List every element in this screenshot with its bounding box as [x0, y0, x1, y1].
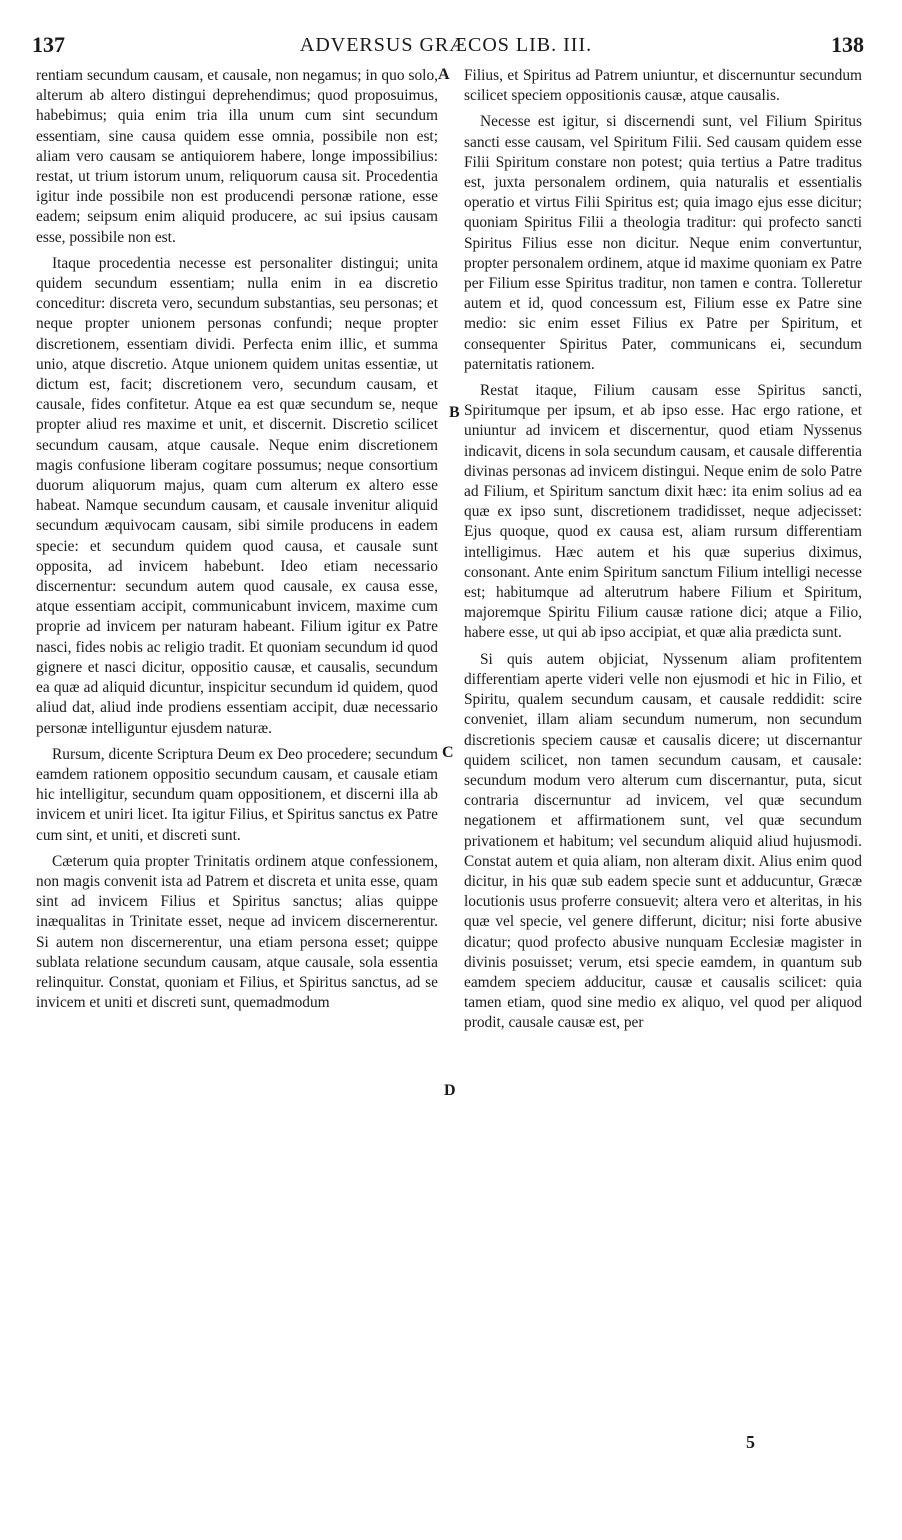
margin-letter-b: B — [449, 404, 460, 421]
page-number-left: 137 — [32, 32, 65, 57]
left-column — [36, 66, 438, 1013]
paragraph: Restat itaque, Filium causam esse Spiritus sancti, Spiritumque per ipsum, et ab ipso esse. Hac ergo ratione, et uniuntur ad invicem et discernentur, quod etiam Nyssenus indicavit, dicens in sola secundum causam, et causale differentia divinas personas ad invicem distingui. Neque enim de solo Patre ad Filium, et Spiritum sanctum dixit hæc: ita enim solius ad ea quæ ex ipso sunt, discretionem tradidisset, neque adjecisset: Ejus quoque, quod ex causa est, aliam rursum differentiam intelligimus. Hæc autem et his quæ superius diximus, consonant. Ante enim Spiritum sanctum Filium intelligi necesse est; habitumque ad alterutrum habere Filium et Spiritum, majoremque Spiritu Filium causæ ratione dici; atque a Filio, habere esse, ut qui ab ipso accipiat, et quæ alia prædicta sunt. — [464, 382, 862, 642]
paragraph: Itaque procedentia necesse est personaliter distingui; unita quidem secundum essentiam; nulla enim in ea discretio conceditur: discreta vero, secundum substantias, seu personas; et neque propter unionem personas confundi; neque propter discretionem, essentiam dividi. Perfecta enim illic, et summa unio, atque discretio. Atque unionem quidem unitas essentiæ, ut dictum est, facit; discretionem vero, secundum causam, et causale, fides confitetur. Atque ea est quæ secundum se, neque propter aliud res maxime et unit, et discernit. Discretio scilicet secundum causam, atque causale. Neque enim discretionem magis confusione liberam cogitare possumus; neque consortium duorum aliquorum majus, quam cum alterum ex altero esse habeat. Namque secundum causam, et causale invenitur aliquid secundum æquivocam causam, sibi simile producens in eadem specie: et secundum quidem quod causa, et causale sunt opposita, ad invicem habebunt. Ideo etiam necessario discernentur: secundum autem quod causale, ex causa esse, atque essentiam accipit, communicabunt invicem, maxime cum proprie ad invicem per naturam habeant. Filium igitur ex Patre nasci, fides nobis ac religio tradit. Et quoniam secundum id quod gignere et nasci dicitur, oppositio causæ, et causalis, secundum ea quæ ad aliquid dicuntur, inspicitur secundum id quidem, quod aliud dat, aliud inde prodiens essentiam accipit, duæ necessario personæ intelliguntur ejusdem naturæ. — [36, 254, 438, 737]
paragraph: Necesse est igitur, si discernendi sunt, vel Filium Spiritus sancti esse causam, vel Spiritum Filii. Sed causam quidem esse Filii Spiritum constare non potest; quia tertius a Patre traditus est, juxta personalem ordinem, quia naturalis et essentialis operatio et virtus Filii Spiritus est; quia imago ejus esse dicitur; quoniam Spiritus Filii a theologia traditur: qui profecto sancti Spiritus Filius esse non dicitur. Neque enim convertuntur, propter personalem ordinem, atque id maxime quoniam ex Patre per Filium esse Spiritus traditur, non tamen e contra. Tolleretur autem et id, quod concessum est, Filium esse ex Patre sine medio: sic enim esset Filius ex Patre per Spiritum, et consequenter Spiritus Pater, communicans ei, secundum paternitatis rationem. — [464, 113, 862, 373]
paragraph: Cæterum quia propter Trinitatis ordinem atque confessionem, non magis convenit ista ad Patrem et discreta et unita esse, quam sint ad invicem Filius et Spiritus sanctus; alias quippe inæqualitas in Trinitate esset, neque ad invicem discernerentur. Si autem non discernerentur, una etiam persona esset; quippe sublata relatione secundum causam, atque causale, sola essentia relinquitur. Constat, quoniam et Filius, et Spiritus sanctus, ad se invicem et uniti et discreti sunt, quemadmodum — [36, 852, 438, 1012]
paragraph: Si quis autem objiciat, Nyssenum aliam profitentem differentiam aperte videri velle non ejusmodi et hic in Filio, et Spiritu, qualem secundum causam, et causale reddidit: scire conveniet, illam aliam secundum numerum, non secundum discretionis speciem causæ et causalis dicere; ut discernantur quidem scilicet, non tamen secundum causam, et causale: secundum modum vero alterum cum discernantur, puta, sicut contraria discernuntur ad invicem, vel quæ secundum negationem et affirmationem sunt, vel quæ secundum privationem et habitum; vel secundum aliquid aliud hujusmodi. Constat autem et quia aliam, non alteram dixit. Alius enim quod dicitur, in his quæ sub eadem specie sunt et adducuntur, Græcæ locutionis usus proferre consuevit; altera vero et alteritas, in his quæ vel specie, vel genere differunt, dicitur; nisi forte abusive dicatur; quod profecto abusive nunquam Ecclesiæ magister in divinis posuisset; verum, etsi specie eamdem, in quantum sub eamdem speciem adducitur, causæ et causalis scilicet: quia tamen etiam, quod sine medio ex aliquo, vel quod per aliquod prodit, causale causæ est, per — [464, 650, 862, 1032]
paragraph: Filius, et Spiritus ad Patrem uniuntur, et discernuntur secundum scilicet speciem oppositionis causæ, atque causalis. — [464, 67, 862, 105]
running-title: ADVERSUS GRÆCOS LIB. III. — [299, 34, 593, 56]
margin-letter-c: C — [442, 744, 454, 761]
margin-letter-d: D — [444, 1082, 456, 1099]
margin-letter-a: A — [438, 66, 450, 83]
signature-mark: 5 — [746, 1432, 755, 1452]
page-header — [28, 28, 864, 62]
paragraph: Rursum, dicente Scriptura Deum ex Deo procedere; secundum eamdem rationem oppositio secundum causam, et causale etiam hic intelligitur, secundum quam oppositionem, et discerni illa ab invicem et uniri licet. Ita igitur Filius, et Spiritus sanctus ex Patre cum sint, et uniti, et discreti sunt. — [36, 745, 438, 844]
paragraph: rentiam secundum causam, et causale, non negamus; in quo solo, alterum ab altero distingui deprehendimus; quod proposuimus, habebimus; quia enim tria illa unum cum sint secundum essentiam, sine causa quidem esse omnia, possibile non est; aliam vero causam se antiquiorem habere, longe impossibilius: restat, ut trium istorum unum, reliquorum causa sit. Procedentia igitur inde possibile non est producendi personæ ratione, esse eadem; seipsum enim aliquid producere, ac sui ipsius causam esse, possibile non est. — [36, 67, 438, 246]
page-number-right: 138 — [831, 32, 864, 57]
right-column — [464, 66, 862, 1034]
